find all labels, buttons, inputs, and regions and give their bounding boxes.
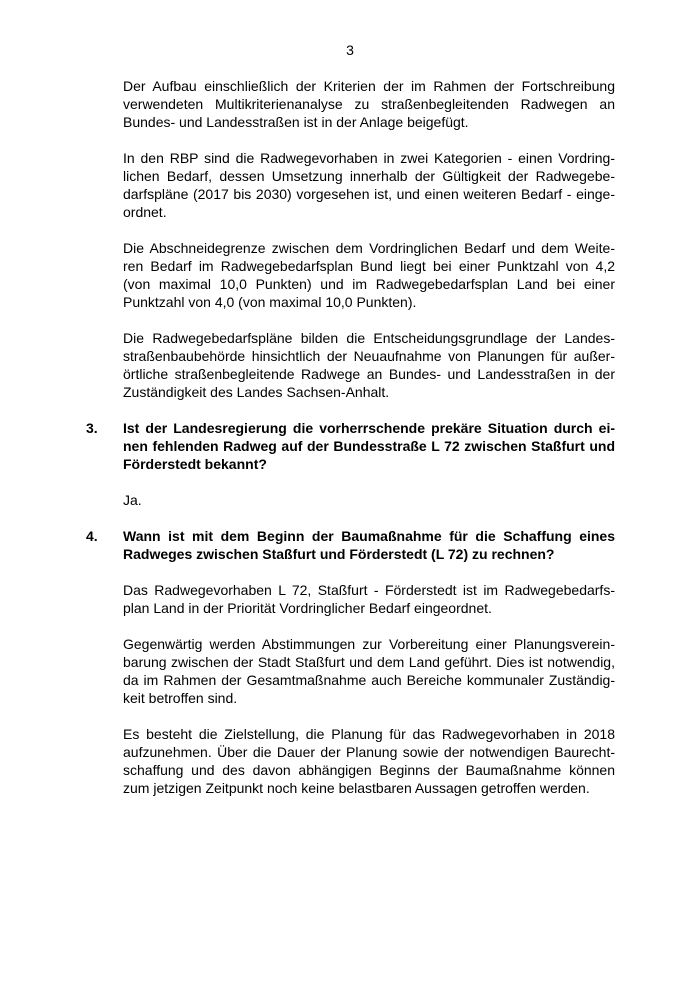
question-number: 3. (86, 420, 98, 436)
question-number: 4. (86, 528, 98, 544)
text-line: barung zwischen der Stadt Staßfurt und dem Land geführt. Dies ist notwendig, (123, 654, 615, 670)
question-line: Wann ist mit dem Beginn der Baumaßnahme für die Schaffung eines (123, 528, 615, 544)
text-line: zum jetzigen Zeitpunkt noch keine belastbaren Aussagen getroffen werden. (123, 780, 590, 796)
text-line: örtliche straßenbegleitende Radwege an Bundes- und Landesstraßen in der (123, 366, 615, 382)
text-line: ordnet. (123, 204, 167, 220)
text-line: Zuständigkeit des Landes Sachsen-Anhalt. (123, 384, 390, 400)
text-line: Es besteht die Zielstellung, die Planung für das Radwegevorhaben in 2018 (123, 726, 615, 742)
question-line: Radweges zwischen Staßfurt und Förderstedt (L 72) zu rechnen? (123, 546, 555, 562)
text-line: ren Bedarf im Radwegebedarfsplan Bund liegt bei einer Punktzahl von 4,2 (123, 258, 615, 274)
text-line: verwendeten Multikriterienanalyse zu straßenbegleitenden Radwegen an (123, 96, 615, 112)
question-line: Ist der Landesregierung die vorherrschende prekäre Situation durch ei- (123, 420, 615, 436)
text-line: aufzunehmen. Über die Dauer der Planung sowie der notwendigen Baurecht- (123, 744, 615, 760)
text-line: darfspläne (2017 bis 2030) vorgesehen ist, und einen weiteren Bedarf - einge- (123, 186, 615, 202)
answer-3: Ja. (123, 492, 142, 508)
text-line: schaffung und des davon abhängigen Beginns der Baumaßnahme können (123, 762, 615, 778)
text-line: Gegenwärtig werden Abstimmungen zur Vorbereitung einer Planungsverein- (123, 636, 615, 652)
text-line: Punktzahl von 4,0 (von maximal 10,0 Punkten). (123, 294, 417, 310)
text-line: In den RBP sind die Radwegevorhaben in zwei Kategorien - einen Vordring- (123, 150, 615, 166)
question-line: Förderstedt bekannt? (123, 456, 267, 472)
text-line: plan Land in der Priorität Vordringlicher Bedarf eingeordnet. (123, 600, 492, 616)
text-line: Die Abschneidegrenze zwischen dem Vordringlichen Bedarf und dem Weite- (123, 240, 615, 256)
text-line: Die Radwegebedarfspläne bilden die Entscheidungsgrundlage der Landes- (123, 330, 615, 346)
question-line: nen fehlenden Radweg auf der Bundesstraße L 72 zwischen Staßfurt und (123, 438, 615, 454)
text-line: da im Rahmen der Gesamtmaßnahme auch Bereiche kommunaler Zuständig- (123, 672, 615, 688)
text-line: straßenbaubehörde hinsichtlich der Neuaufnahme von Planungen für außer- (123, 348, 615, 364)
text-line: (von maximal 10,0 Punkten) und im Radwegebedarfsplan Land bei einer (123, 276, 615, 292)
page-number: 3 (346, 42, 354, 58)
text-line: Bundes- und Landesstraßen ist in der Anlage beigefügt. (123, 114, 469, 130)
text-line: keit betroffen sind. (123, 690, 238, 706)
text-line: Der Aufbau einschließlich der Kriterien der im Rahmen der Fortschreibung (123, 78, 615, 94)
text-line: lichen Bedarf, dessen Umsetzung innerhalb der Gültigkeit der Radwegebe- (123, 168, 615, 184)
text-line: Das Radwegevorhaben L 72, Staßfurt - Förderstedt ist im Radwegebedarfs- (123, 582, 615, 598)
